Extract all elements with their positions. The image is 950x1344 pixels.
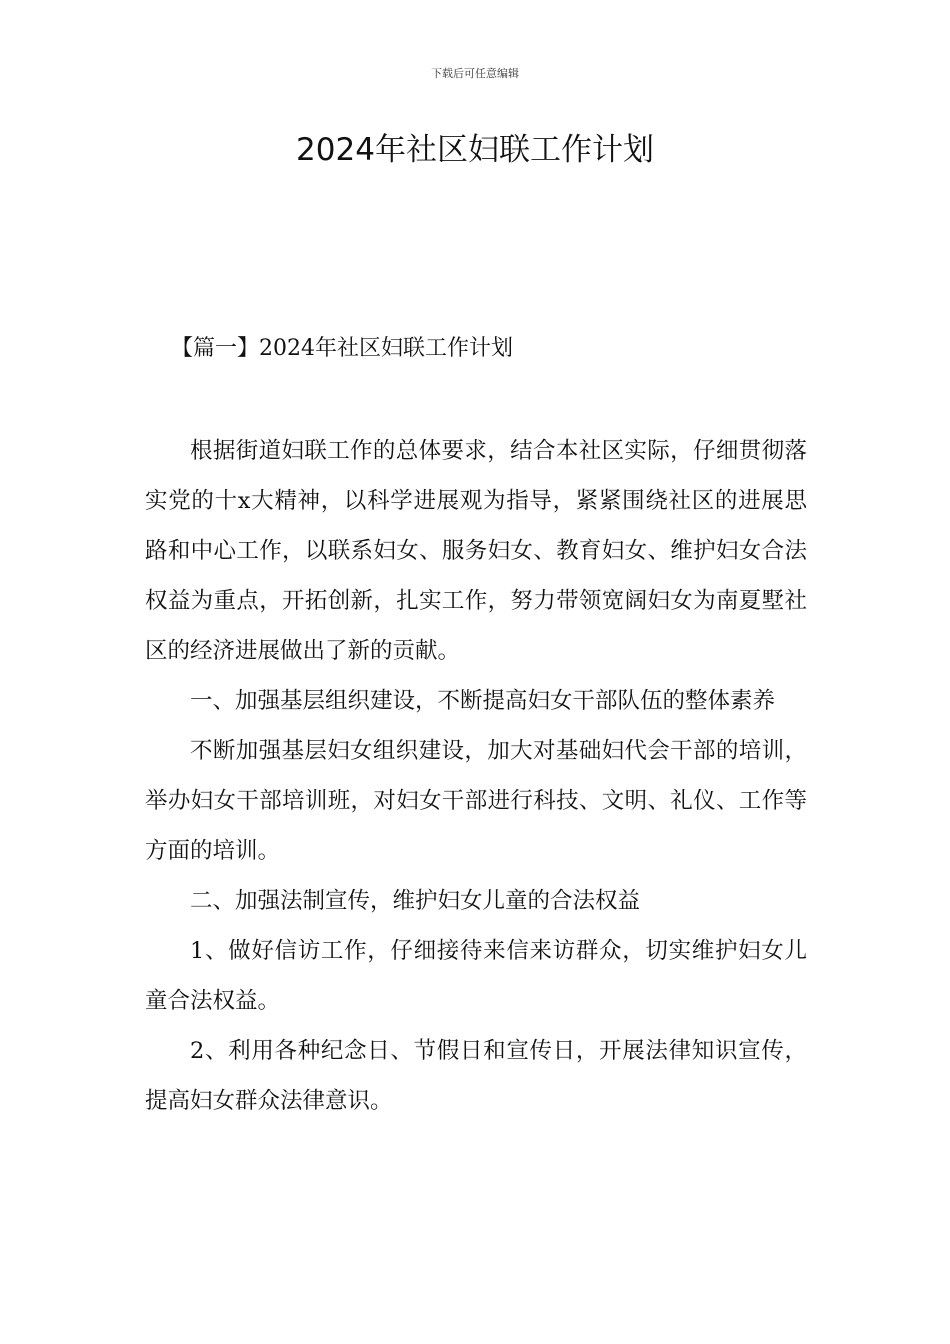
paragraph-heading-one: 一、加强基层组织建设，不断提高妇女干部队伍的整体素养: [190, 688, 776, 714]
paragraph-organization: 不断加强基层妇女组织建设，加大对基础妇代会干部的培训，举办妇女干部培训班，对妇女干部进行科技、文明、礼仪、工作等方面的培训。: [145, 738, 807, 864]
document-body: [145, 426, 807, 1126]
paragraph-intro: 根据街道妇联工作的总体要求，结合本社区实际，仔细贯彻落实党的十x大精神，以科学进展观为指导，紧紧围绕社区的进展思路和中心工作，以联系妇女、服务妇女、教育妇女、维护妇女合法权益为重点，开拓创新，扎实工作，努力带领宽阔妇女为南夏墅社区的经济进展做出了新的贡献。: [145, 438, 807, 664]
paragraph-heading-two: 二、加强法制宣传，维护妇女儿童的合法权益: [190, 888, 641, 914]
section-heading: 【篇一】2024年社区妇联工作计划: [171, 336, 513, 361]
paragraph-item-two: 2、利用各种纪念日、节假日和宣传日，开展法律知识宣传，提高妇女群众法律意识。: [145, 1038, 807, 1114]
paragraph-item-one: 1、做好信访工作，仔细接待来信来访群众，切实维护妇女儿童合法权益。: [145, 938, 807, 1014]
header-note: 下载后可任意编辑: [431, 67, 519, 80]
document-title: 2024年社区妇联工作计划: [296, 132, 654, 168]
